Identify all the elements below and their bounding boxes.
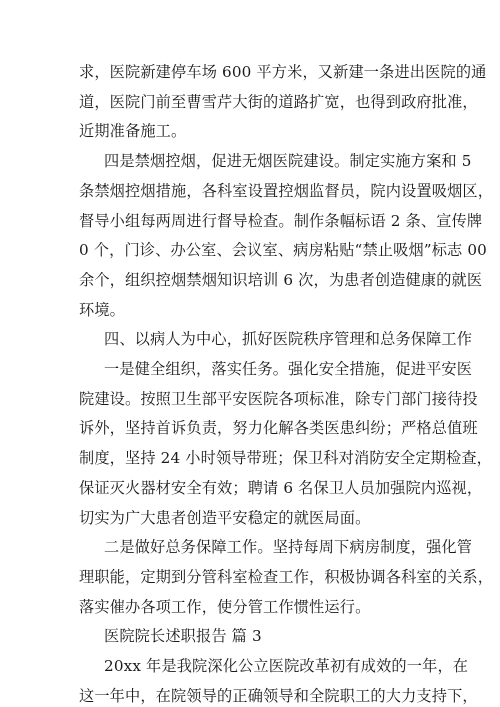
text-line: 保证灭火器材安全有效；聘请 6 名保卫人员加强院内巡视，	[79, 479, 483, 497]
text-line: 诉外，坚持首诉负责，努力化解各类医患纠纷；严格总值班	[79, 419, 478, 437]
text-line: 条禁烟控烟措施，各科室设置控烟监督员，院内设置吸烟区，	[79, 182, 494, 200]
text-line: 这一年中，在院领导的正确领导和全院职工的大力支持下，	[79, 687, 478, 705]
text-line: 落实催办各项工作，使分管工作惯性运行。	[79, 598, 371, 616]
text-line: 督导小组每两周进行督导检查。制作条幅标语 2 条、宣传牌	[79, 212, 483, 230]
text-line: 道，医院门前至曹雪芹大街的道路扩宽，也得到政府批准，	[79, 93, 478, 111]
text-line: 理职能，定期到分管科室检查工作，积极协调各科室的关系，	[79, 568, 494, 586]
text-line: 环境。	[79, 301, 126, 319]
text-line: 制度，坚持 24 小时领导带班；保卫科对消防安全定期检查，	[79, 449, 493, 467]
report-title: 医院院长述职报告 篇 3	[104, 627, 262, 645]
text-line: 20xx 年是我院深化公立医院改革初有成效的一年，在	[104, 657, 469, 675]
text-line: 求，医院新建停车场 600 平方米，又新建一条进出医院的通	[79, 63, 487, 81]
text-line: 近期准备施工。	[79, 122, 187, 140]
text-line: 院建设。按照卫生部平安医院各项标准，除专门部门接待投	[79, 390, 478, 408]
text-line: 切实为广大患者创造平安稳定的就医局面。	[79, 509, 371, 527]
section-heading: 四、以病人为中心，抓好医院秩序管理和总务保障工作	[104, 330, 473, 348]
text-line: 一是健全组织，落实任务。强化安全措施，促进平安医	[104, 360, 473, 378]
text-line: 余个，组织控烟禁烟知识培训 6 次，为患者创造健康的就医	[79, 271, 483, 289]
text-line: 四是禁烟控烟，促进无烟医院建设。制定实施方案和 5	[104, 152, 472, 170]
text-line: 0 个，门诊、办公室、会议室、病房粘贴“禁止吸烟”标志 00	[79, 241, 487, 259]
text-line: 二是做好总务保障工作。坚持每周下病房制度，强化管	[104, 538, 473, 556]
